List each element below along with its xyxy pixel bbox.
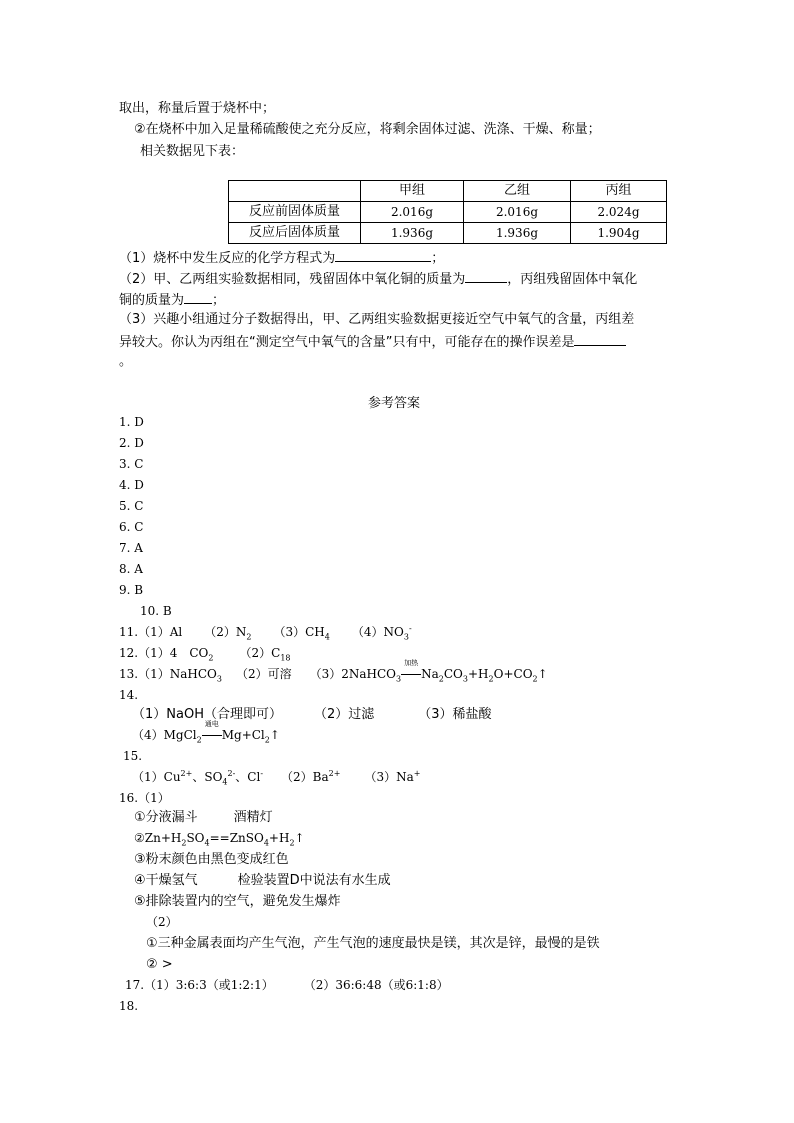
table-header-row bbox=[229, 181, 667, 202]
table-row bbox=[229, 223, 667, 244]
condition-label: 通电 bbox=[204, 720, 219, 728]
answer-part: （1）NaHCO bbox=[138, 667, 217, 681]
answer-part: （2）C bbox=[239, 646, 281, 660]
question-3-line-1: （3）兴趣小组通过分子数据得出，甲、乙两组实验数据更接近空气中氧气的含量，丙组差 bbox=[119, 312, 635, 327]
subscript: 2 bbox=[438, 674, 444, 684]
question-2-text-b: ，丙组残留固体中氧化 bbox=[507, 272, 638, 287]
answer-part: （4）NO bbox=[351, 625, 404, 639]
answer-17 bbox=[125, 977, 449, 994]
question-1 bbox=[119, 248, 444, 267]
answer-part: （2）可溶 bbox=[235, 667, 292, 681]
subscript: 2 bbox=[532, 674, 538, 684]
answer-part: +H bbox=[268, 831, 290, 845]
intro-line-3: 相关数据见下表： bbox=[140, 144, 245, 159]
question-2-text-c: 铜的质量为 bbox=[119, 293, 185, 308]
table-header-cell bbox=[229, 181, 361, 202]
subscript: 3 bbox=[462, 674, 468, 684]
answer-12 bbox=[119, 645, 291, 662]
subscript: 3 bbox=[403, 632, 409, 642]
answer-part: SO bbox=[186, 831, 205, 845]
answer-11 bbox=[119, 624, 412, 641]
subscript: 2 bbox=[264, 735, 270, 745]
answer-part: （3）Na bbox=[364, 770, 414, 784]
answer-item: 10. B bbox=[140, 604, 172, 618]
table-cell: 1.936g bbox=[464, 223, 571, 244]
answer-part: CO bbox=[443, 667, 463, 681]
answer-18: 18. bbox=[119, 999, 139, 1013]
answer-item: 5. C bbox=[119, 499, 144, 513]
condition-label: 加热 bbox=[404, 659, 419, 667]
answer-item: 6. C bbox=[119, 520, 144, 534]
answer-part: （1）3:6:3（或1:2:1） bbox=[144, 978, 274, 992]
answer-part: （2）过滤 bbox=[313, 707, 375, 722]
data-table bbox=[228, 180, 667, 244]
reaction-condition bbox=[202, 720, 222, 744]
answer-blank bbox=[184, 290, 212, 304]
answer-part: O+CO bbox=[493, 667, 533, 681]
answer-part: （3）CH bbox=[273, 625, 325, 639]
answer-16-item-5: ⑤排除装置内的空气，避免发生爆炸 bbox=[134, 894, 341, 909]
subscript: 4 bbox=[324, 632, 330, 642]
question-3-line-2 bbox=[119, 332, 626, 351]
answer-part: 、SO bbox=[192, 770, 223, 784]
answer-16-item-1 bbox=[134, 809, 273, 826]
table-header-cell: 乙组 bbox=[464, 181, 571, 202]
answer-part: （1）Cu bbox=[132, 770, 181, 784]
answer-16-number: 16.（1） bbox=[119, 791, 170, 805]
answer-15-number: 15. bbox=[123, 749, 143, 763]
answer-number: 12. bbox=[119, 646, 139, 660]
answer-part: ④干燥氢气 bbox=[134, 873, 198, 888]
question-2-text-a: （2）甲、乙两组实验数据相同，残留固体中氧化铜的质量为 bbox=[119, 272, 466, 287]
answer-part: Mg+Cl bbox=[221, 728, 265, 742]
table-row-label: 反应后固体质量 bbox=[229, 223, 361, 244]
subscript: 18 bbox=[280, 653, 291, 663]
answer-part: （2）N bbox=[204, 625, 247, 639]
answer-part: 酒精灯 bbox=[233, 810, 273, 825]
answer-item: 2. D bbox=[119, 436, 144, 450]
answers-title: 参考答案 bbox=[368, 396, 421, 411]
superscript: 2- bbox=[227, 769, 236, 778]
answer-item: 4. D bbox=[119, 478, 144, 492]
subscript: 2 bbox=[246, 632, 252, 642]
answer-14-number: 14. bbox=[119, 688, 139, 702]
answer-blank bbox=[335, 248, 431, 262]
answer-blank bbox=[465, 269, 507, 283]
answer-16-item-j1: ①三种金属表面均产生气泡，产生气泡的速度最快是镁，其次是锌，最慢的是铁 bbox=[146, 936, 600, 951]
question-2-end: ； bbox=[212, 293, 226, 308]
question-2-line-2 bbox=[119, 290, 225, 309]
table-row bbox=[229, 202, 667, 223]
table-header-cell: 甲组 bbox=[361, 181, 464, 202]
up-arrow-icon: ↑ bbox=[537, 667, 548, 681]
table-cell: 2.024g bbox=[571, 202, 667, 223]
table-cell: 1.936g bbox=[361, 223, 464, 244]
superscript: 2+ bbox=[180, 769, 193, 778]
answer-part: Na bbox=[421, 667, 439, 681]
answer-number: 13. bbox=[119, 667, 139, 681]
intro-line-2: ②在烧杯中加入足量稀硫酸使之充分反应，将剩余固体过滤、洗涤、干燥、称量； bbox=[134, 122, 601, 137]
answer-part: 检验装置D中说法有水生成 bbox=[237, 873, 391, 888]
intro-line-1: 取出，称量后置于烧杯中； bbox=[119, 101, 276, 116]
answer-part: ①分液漏斗 bbox=[134, 810, 198, 825]
subscript: 4 bbox=[263, 838, 269, 848]
table-header-cell: 丙组 bbox=[571, 181, 667, 202]
answer-14-line-2 bbox=[132, 720, 280, 745]
answer-part: ②Zn+H bbox=[134, 831, 182, 845]
answer-part: （1）NaOH（合理即可） bbox=[132, 707, 282, 722]
question-3-text-b: 异较大。你认为丙组在“测定空气中氧气的含量”只有中，可能存在的操作误差是 bbox=[119, 335, 575, 350]
answer-16-item-2 bbox=[134, 830, 305, 847]
subscript: 2 bbox=[289, 838, 295, 848]
superscript: + bbox=[413, 769, 421, 778]
table-cell: 2.016g bbox=[361, 202, 464, 223]
answer-part: （1）4 CO bbox=[138, 646, 209, 660]
question-1-end: ； bbox=[431, 251, 445, 266]
answer-number: 17. bbox=[125, 978, 145, 992]
subscript: 2 bbox=[181, 838, 187, 848]
answer-item: 9. B bbox=[119, 583, 144, 597]
answer-16-item-4 bbox=[134, 872, 391, 889]
superscript: - bbox=[408, 624, 412, 633]
subscript: 2 bbox=[196, 735, 202, 745]
reaction-condition bbox=[401, 659, 421, 683]
answer-14-line-1 bbox=[132, 706, 492, 723]
answer-16-item-3: ③粉末颜色由黑色变成红色 bbox=[134, 852, 289, 867]
answer-part: +H bbox=[468, 667, 489, 681]
answer-part: （2）36:6:48（或6:1:8） bbox=[303, 978, 449, 992]
answer-16-item-j2: ② > bbox=[146, 957, 173, 972]
table-cell: 2.016g bbox=[464, 202, 571, 223]
subscript: 3 bbox=[216, 674, 222, 684]
answer-item: 8. A bbox=[119, 562, 143, 576]
answer-part: （1）Al bbox=[138, 625, 183, 639]
answer-part: （2）Ba bbox=[281, 770, 329, 784]
answer-13 bbox=[119, 659, 548, 684]
subscript: 3 bbox=[396, 674, 402, 684]
subscript: 4 bbox=[222, 777, 228, 787]
answer-item: 3. C bbox=[119, 457, 144, 471]
question-3-end: 。 bbox=[119, 354, 133, 369]
subscript: 2 bbox=[208, 653, 214, 663]
answer-blank bbox=[574, 332, 626, 346]
up-arrow-icon: ↑ bbox=[294, 831, 305, 845]
question-1-text: （1）烧杯中发生反应的化学方程式为 bbox=[119, 251, 336, 266]
subscript: 2 bbox=[488, 674, 494, 684]
subscript: 4 bbox=[204, 838, 210, 848]
question-2-line-1 bbox=[119, 269, 637, 288]
answer-15-line bbox=[132, 769, 420, 786]
answer-part: （3）稀盐酸 bbox=[418, 707, 492, 722]
up-arrow-icon: ↑ bbox=[269, 728, 280, 742]
answer-part: （4）MgCl bbox=[132, 728, 197, 742]
superscript: 2+ bbox=[328, 769, 341, 778]
answer-part: 、Cl bbox=[235, 770, 261, 784]
answer-item: 7. A bbox=[119, 541, 143, 555]
answer-item: 1. D bbox=[119, 415, 144, 429]
answer-16-part-2: （2） bbox=[146, 915, 178, 929]
answer-number: 11. bbox=[119, 625, 139, 639]
table-cell: 1.904g bbox=[571, 223, 667, 244]
superscript: - bbox=[260, 769, 264, 778]
table-row-label: 反应前固体质量 bbox=[229, 202, 361, 223]
answer-part: ==ZnSO bbox=[209, 831, 264, 845]
answer-part: （3）2NaHCO bbox=[309, 667, 397, 681]
